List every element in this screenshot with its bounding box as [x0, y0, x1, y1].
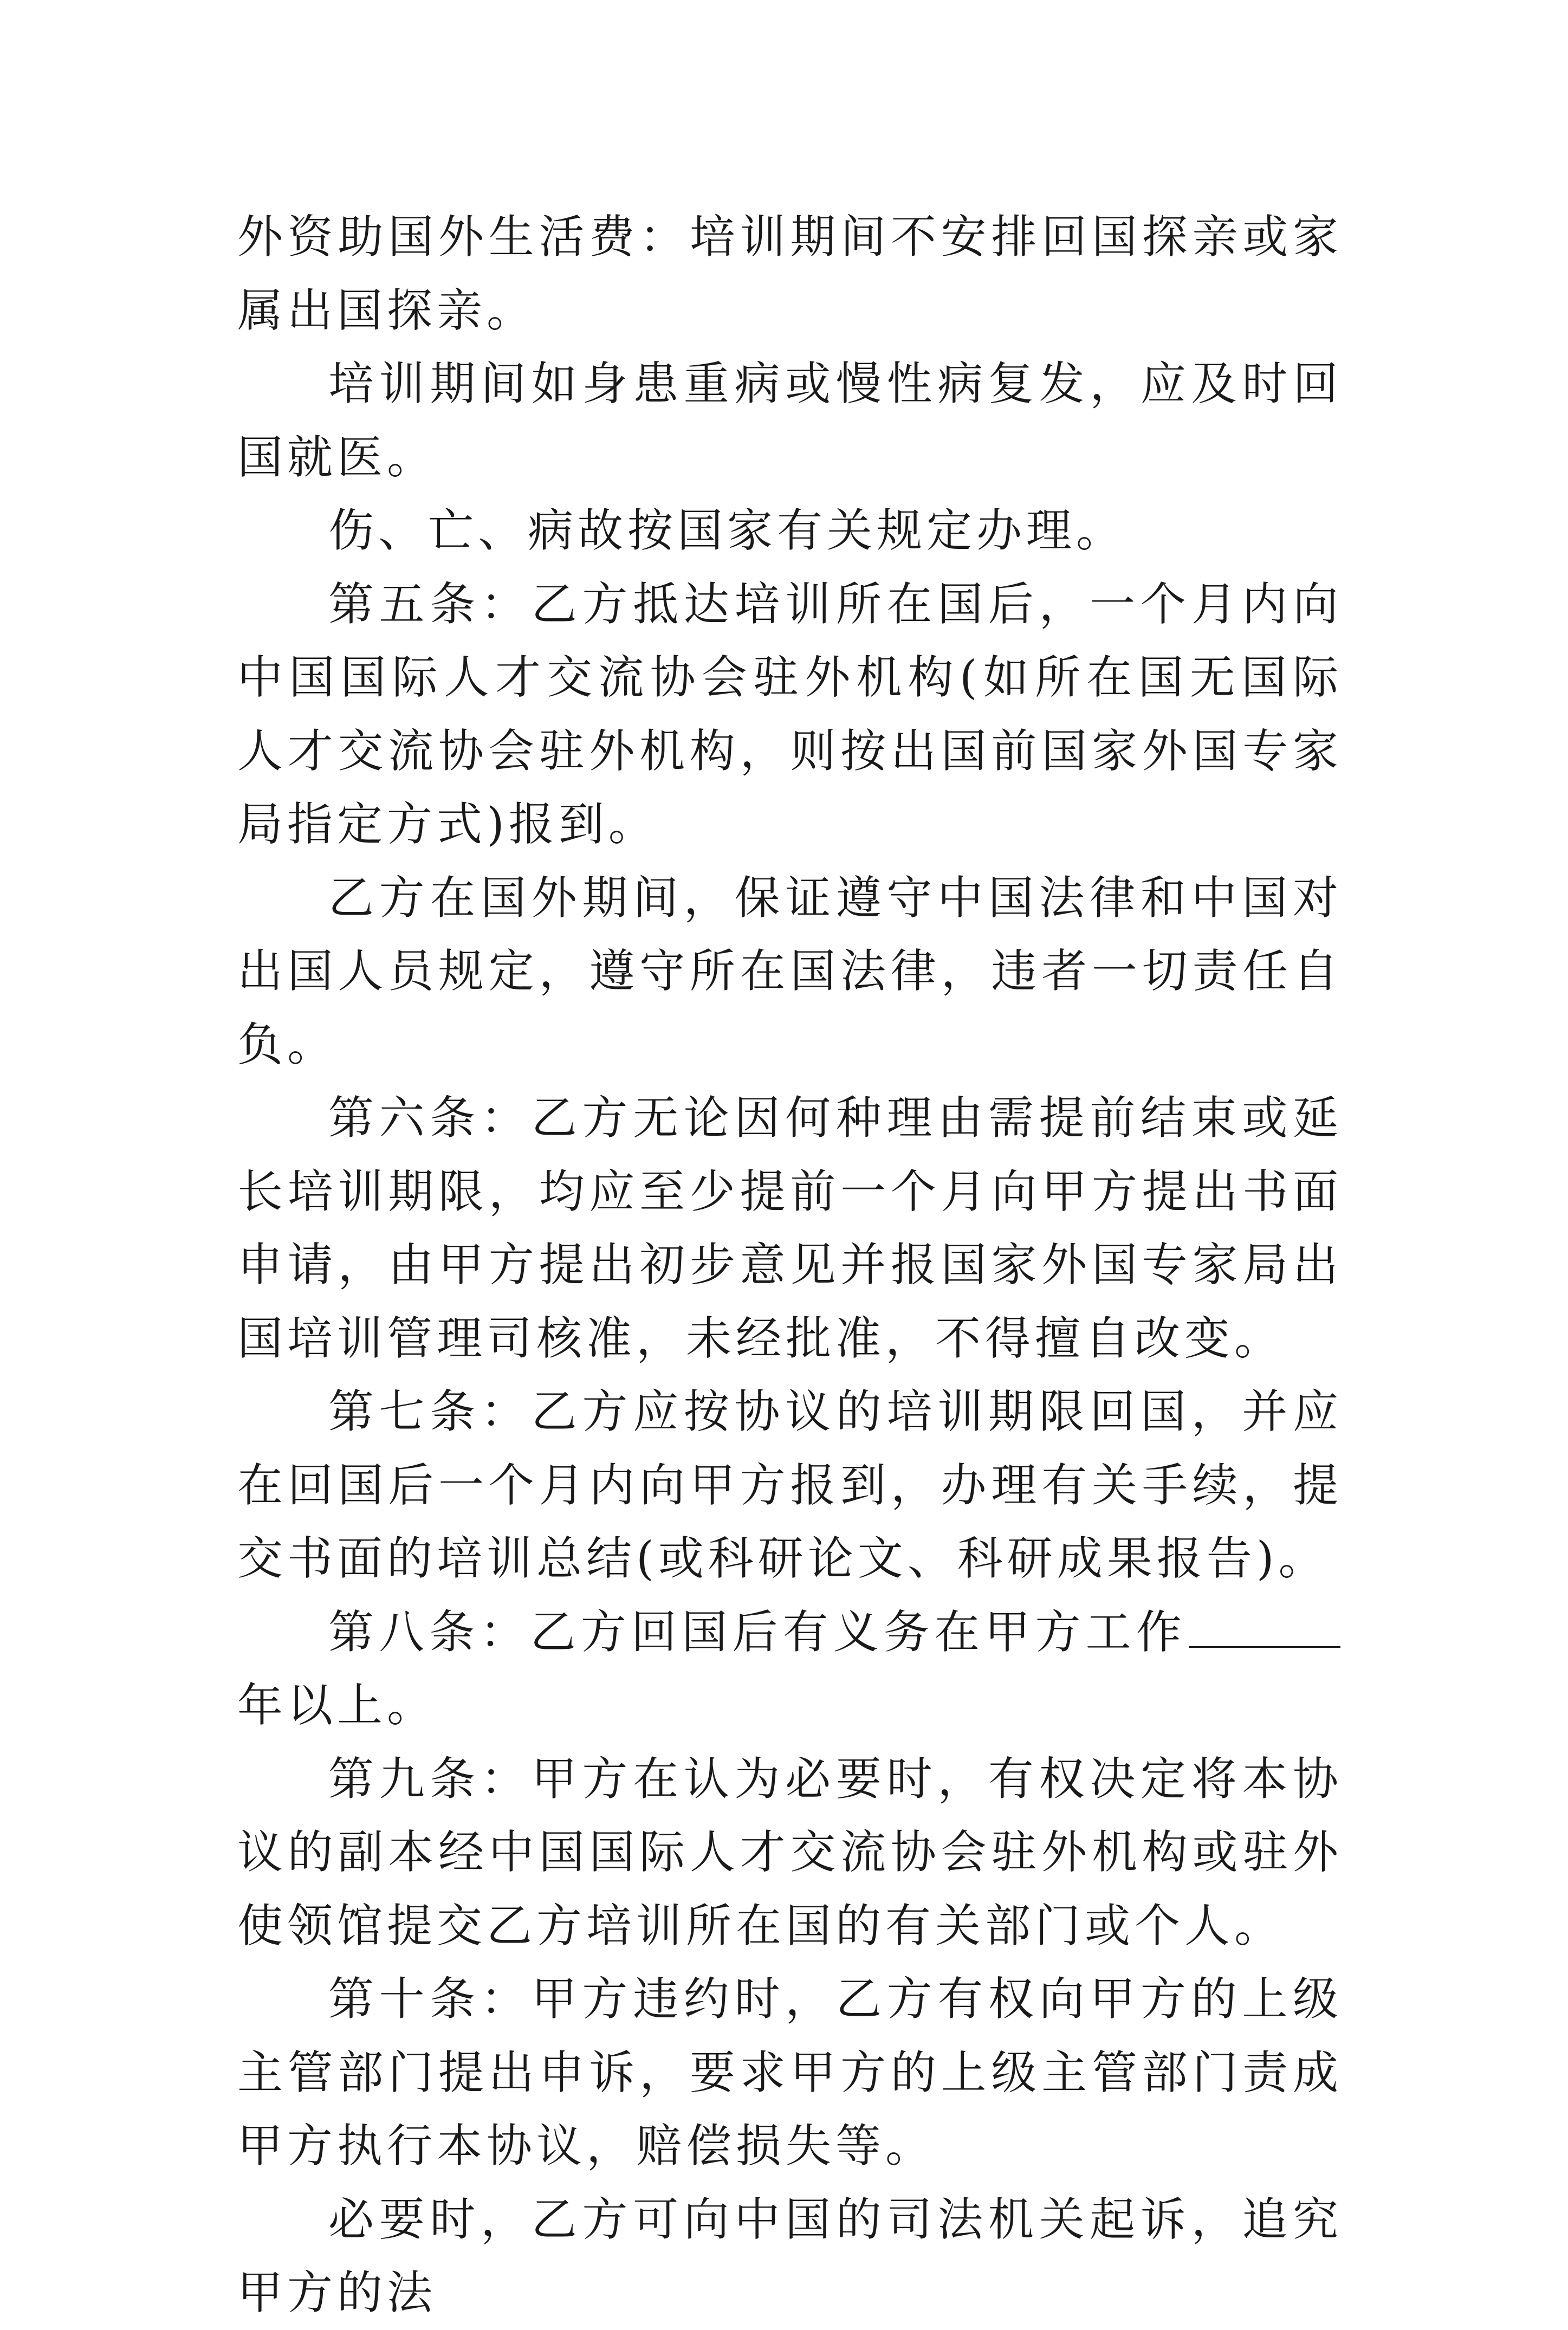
article-8-text-after: 年以上。	[237, 1679, 437, 1732]
paragraph-illness: 培训期间如身患重病或慢性病复发，应及时回国就医。	[237, 357, 1343, 484]
paragraph-abroad-conduct: 乙方在国外期间，保证遵守中国法律和中国对出国人员规定，遵守所在国法律，违者一切责任自负。	[237, 871, 1343, 1071]
paragraph-article-10: 第十条：甲方违约时，乙方有权向甲方的上级主管部门提出申诉，要求甲方的上级主管部门责成甲方执行本协议，赔偿损失等。	[237, 1972, 1343, 2172]
paragraph-article-7: 第七条：乙方应按协议的培训期限回国，并应在回国后一个月内向甲方报到，办理有关手续，提交书面的培训总结(或科研论文、科研成果报告)。	[237, 1385, 1343, 1585]
paragraph-injury-death: 伤、亡、病故按国家有关规定办理。	[328, 504, 1126, 557]
paragraph-living-expenses: 外资助国外生活费：培训期间不安排回国探亲或家属出国探亲。	[237, 210, 1343, 337]
years-blank-field[interactable]	[1189, 1608, 1340, 1648]
document-body	[237, 200, 1343, 2330]
paragraph-article-5: 第五条：乙方抵达培训所在国后，一个月内向中国国际人才交流协会驻外机构(如所在国无国际人才交流协会驻外机构，则按出国前国家外国专家局指定方式)报到。	[237, 577, 1343, 851]
article-8-text-before: 第八条：乙方回国后有义务在甲方工作	[328, 1605, 1187, 1659]
paragraph-article-8	[237, 1596, 1343, 1743]
paragraph-article-6: 第六条：乙方无论因何种理由需提前结束或延长培训期限，均应至少提前一个月向甲方提出书面申请，由甲方提出初步意见并报国家外国专家局出国培训管理司核准，未经批准，不得擅自改变。	[237, 1091, 1343, 1365]
paragraph-article-9: 第九条：甲方在认为必要时，有权决定将本协议的副本经中国国际人才交流协会驻外机构或驻外使领馆提交乙方培训所在国的有关部门或个人。	[237, 1752, 1343, 1952]
paragraph-legal-action: 必要时，乙方可向中国的司法机关起诉，追究甲方的法	[237, 2192, 1343, 2319]
